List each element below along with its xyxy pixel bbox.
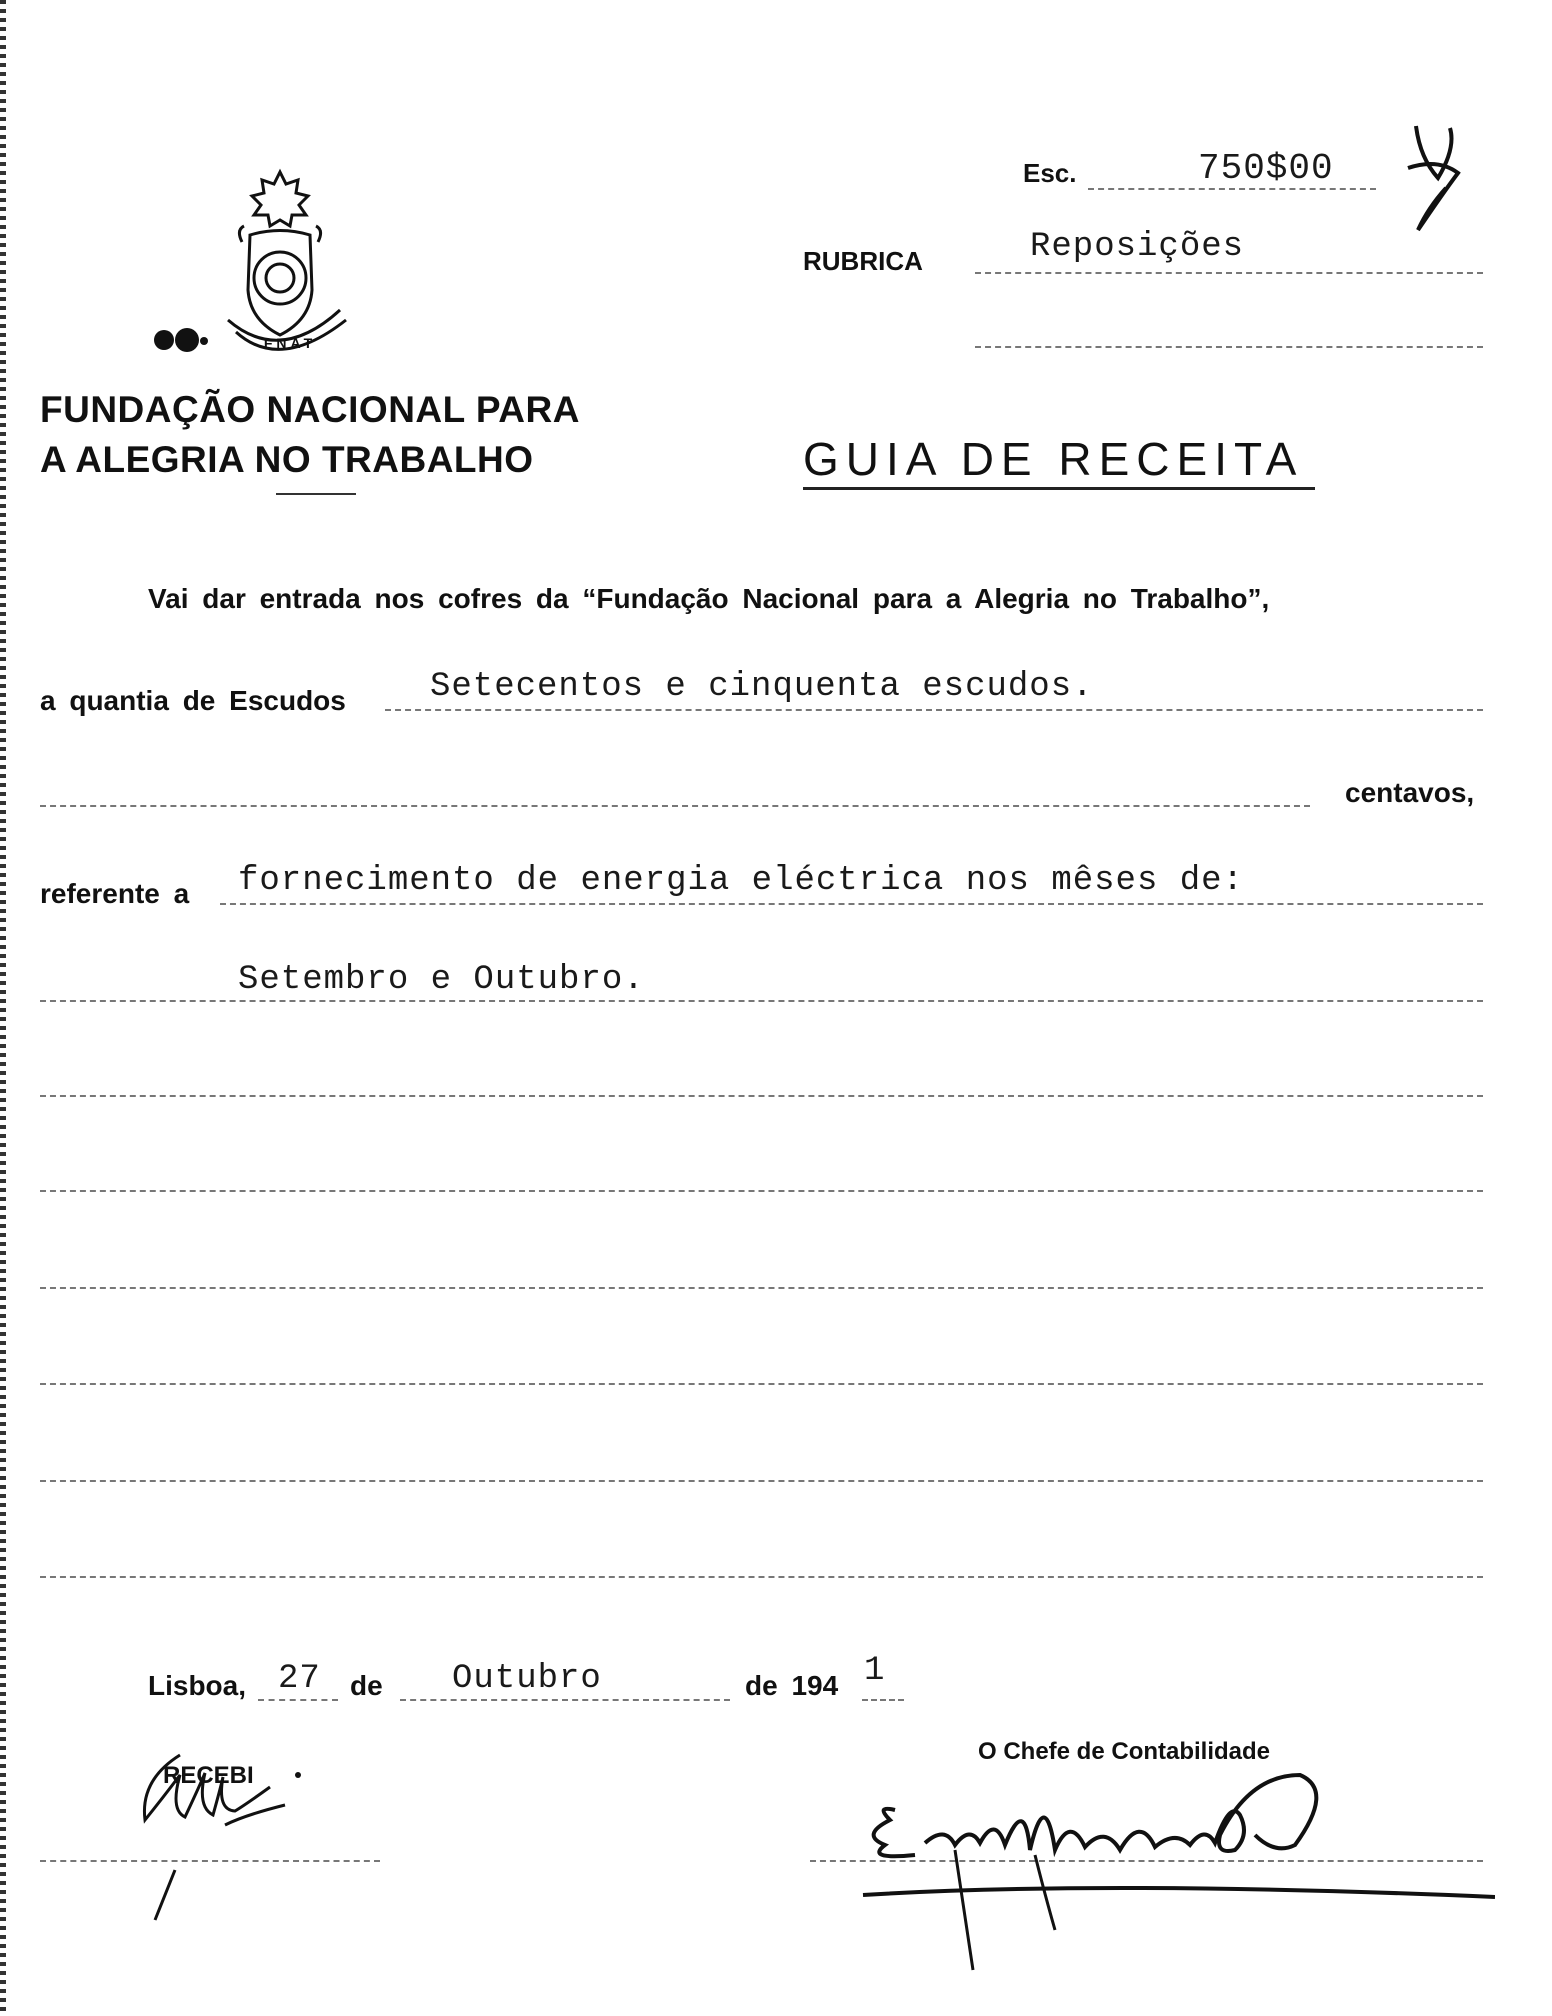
centavos-label: centavos, (1345, 777, 1475, 808)
date-year-prefix: de 194 (745, 1670, 839, 1701)
organization-name-line1: FUNDAÇÃO NACIONAL PARA (40, 389, 580, 430)
referente-label: referente a (40, 878, 190, 909)
date-year-line (862, 1699, 904, 1701)
quantia-value: Setecentos e cinquenta escudos. (430, 668, 1094, 706)
date-month-line (400, 1699, 730, 1701)
centavos-line (40, 805, 1310, 807)
date-month: Outubro (452, 1660, 602, 1698)
intro-text: Vai dar entrada nos cofres da “Fundação Nacional para a Alegria no Trabalho”, (148, 583, 1270, 614)
date-day: 27 (278, 1660, 321, 1698)
chefe-signature-icon (855, 1755, 1495, 1980)
referente-line-2 (40, 1000, 1483, 1002)
title-underline (803, 487, 1315, 490)
date-year-digit: 1 (864, 1652, 886, 1690)
esc-amount: 750$00 (1198, 148, 1334, 189)
date-day-line (258, 1699, 338, 1701)
chefe-contabilidade-label: O Chefe de Contabilidade (978, 1738, 1271, 1765)
date-de: de (350, 1670, 383, 1701)
organization-name (40, 385, 580, 485)
blank-line (40, 1383, 1483, 1385)
recebi-signature-line (40, 1860, 380, 1862)
organization-name-line2: A ALEGRIA NO TRABALHO (40, 439, 534, 480)
blank-line (40, 1095, 1483, 1097)
emblem-text: FNAT (263, 335, 317, 351)
blank-line (40, 1480, 1483, 1482)
referente-value-line1: fornecimento de energia eléctrica nos mêses de: (238, 862, 1244, 900)
date-place: Lisboa, (148, 1670, 247, 1701)
referente-line-1 (220, 903, 1483, 905)
rubrica-value: Reposições (1030, 228, 1245, 266)
esc-label: Esc. (1023, 158, 1077, 188)
rubrica-line-2 (975, 346, 1483, 348)
blank-line (40, 1190, 1483, 1192)
initials-mark-icon (1398, 118, 1468, 238)
page-edge (0, 0, 6, 2016)
document-title: GUIA DE RECEITA (803, 433, 1304, 485)
blank-line (40, 1576, 1483, 1578)
org-underline (276, 493, 356, 495)
recebi-label: RECEBI (163, 1762, 254, 1789)
rubrica-label: RUBRICA (803, 246, 923, 276)
recebi-signature-icon (125, 1735, 335, 1925)
blank-line (40, 1287, 1483, 1289)
quantia-label: a quantia de Escudos (40, 685, 346, 716)
rubrica-line (975, 272, 1483, 274)
referente-value-line2: Setembro e Outubro. (238, 961, 645, 999)
quantia-line (385, 709, 1483, 711)
fnat-emblem-icon (140, 160, 400, 355)
